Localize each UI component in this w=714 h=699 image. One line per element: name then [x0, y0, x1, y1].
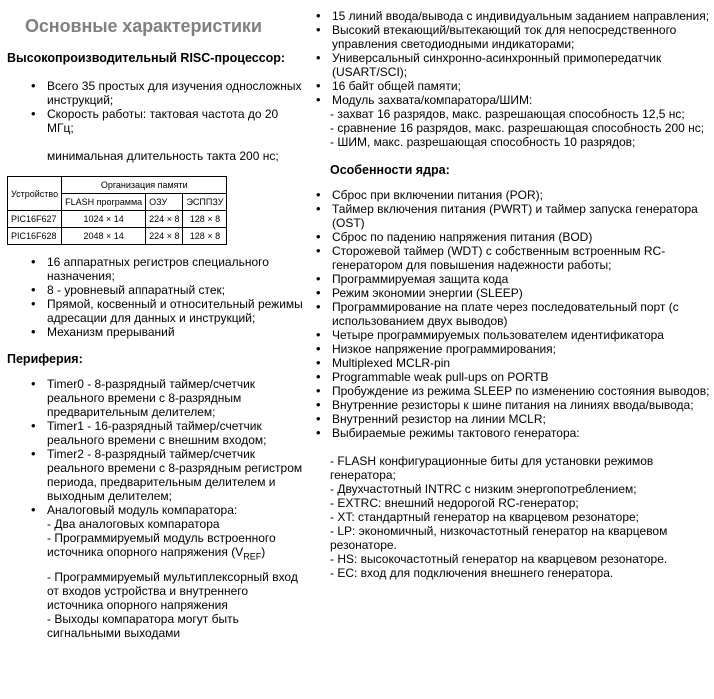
list-item: • Внутренние резисторы к шине питания на линиях ввода/вывода;: [316, 398, 712, 412]
cell-ram: 224 × 8: [146, 228, 183, 245]
list-item: • Timer0 - 8-разрядный таймер/счетчик реального времени с 8-разрядным предварительным делителем;: [7, 377, 305, 419]
periphery-list: [7, 377, 305, 517]
io-list: [316, 9, 712, 107]
comparator-sub: [7, 531, 305, 563]
table-row: [8, 228, 227, 245]
list-item: • Внутренний резистор на линии MCLR;: [316, 412, 712, 426]
periphery-heading: Периферия:: [7, 352, 83, 366]
list-item: • Модуль захвата/компаратора/ШИМ:: [316, 93, 712, 107]
list-item: • Multiplexed MCLR-pin: [316, 356, 712, 370]
list-item: • Программирование на плате через последовательный порт (с использованием двух выводов): [316, 300, 712, 328]
col-ram-header: ОЗУ: [146, 194, 183, 211]
col-group-header: Организация памяти: [62, 177, 227, 194]
comparator-sub: - Выходы компаратора могут быть сигнальными выходами: [47, 612, 239, 641]
cell-device: PIC16F628: [8, 228, 62, 245]
list-item: • Механизм прерываний: [7, 325, 305, 339]
list-item: • Сторожевой таймер (WDT) с собственным встроенным RC-генератором для повышения надежности работы;: [316, 244, 712, 272]
list-item: • Таймер включения питания (PWRT) и таймер запуска генератора (OST): [316, 202, 712, 230]
list-item: • Скорость работы: тактовая частота до 20 МГц;: [7, 107, 305, 135]
core-heading: Особенности ядра:: [330, 163, 450, 177]
col-eeprom-header: ЭСППЗУ: [183, 194, 227, 211]
list-item: • Универсальный синхронно-асинхронный примопередатчик (USART/SCI);: [316, 51, 712, 79]
ccp-sub: - ШИМ, макс. разрешающая способность 10 разрядов;: [330, 135, 636, 149]
memory-table: [7, 176, 227, 245]
osc-sub: - XT: стандартный генератор на кварцевом резонаторе;: [330, 510, 640, 524]
list-item: • Режим экономии энергии (SLEEP): [316, 286, 712, 300]
core-list: [316, 188, 712, 440]
comparator-vref-end: ): [261, 545, 266, 559]
osc-sub: - HS: высокочастотный генератор на кварцевом резонаторе.: [330, 552, 668, 566]
list-item: • Всего 35 простых для изучения односложных инструкций;: [7, 79, 305, 107]
cell-flash: 1024 × 14: [62, 211, 146, 228]
list-item: • 16 байт общей памяти;: [316, 79, 712, 93]
cell-eeprom: 128 × 8: [183, 228, 227, 245]
cell-eeprom: 128 × 8: [183, 211, 227, 228]
cycle-note: минимальная длительность такта 200 нс;: [47, 149, 279, 163]
cell-ram: 224 × 8: [146, 211, 183, 228]
list-item: • Низкое напряжение программирования;: [316, 342, 712, 356]
list-item: • Аналоговый модуль компаратора:: [7, 503, 305, 517]
list-item: • Четыре программируемых пользователем идентификатора: [316, 328, 712, 342]
list-item: • Timer1 - 16-разрядный таймер/счетчик реального времени с внешним входом;: [7, 419, 305, 447]
cell-device: PIC16F627: [8, 211, 62, 228]
list-item: • 15 линий ввода/вывода с индивидуальным заданием направления;: [316, 9, 712, 23]
comparator-vref-text: - Программируемый модуль встроенного источника опорного напряжения (V: [47, 531, 276, 559]
cell-flash: 2048 × 14: [62, 228, 146, 245]
osc-sub: - LP: экономичный, низкочастотный генератор на кварцевом резонаторе.: [330, 524, 668, 552]
list-item: • Timer2 - 8-разрядный таймер/счетчик реального времени с 8-разрядным регистром периода, предварительным делителем и выходным делителем;: [7, 447, 305, 503]
right-column: [316, 9, 712, 580]
list-item: • Прямой, косвенный и относительный режимы адресации для данных и инструкций;: [7, 297, 305, 325]
ccp-sub: - сравнение 16 разрядов, макс. разрешающая способность 200 нс;: [330, 121, 705, 135]
list-item: • Высокий втекающий/вытекающий ток для непосредственного управления светодиодными индикаторами;: [316, 23, 712, 51]
list-item: • Выбираемые режимы тактового генератора:: [316, 426, 712, 440]
comparator-sub: - Программируемый мультиплексорный вход от входов устройства и внутреннего источника опорного напряжения: [47, 570, 298, 613]
col-flash-header: FLASH программа: [62, 194, 146, 211]
list-item: • Программируемая защита кода: [316, 272, 712, 286]
osc-sub: - EC: вход для подключения внешнего генератора.: [330, 566, 614, 580]
ccp-sub: - захват 16 разрядов, макс. разрешающая способность 12,5 нс;: [330, 107, 685, 121]
osc-sub: - EXTRC: внешний недорогой RC-генератор;: [330, 496, 579, 510]
list-item: • Сброс по падению напряжения питания (BOD): [316, 230, 712, 244]
list-item: • 16 аппаратных регистров специального назначения;: [7, 255, 305, 283]
table-row: [8, 211, 227, 228]
vref-subscript: REF: [243, 551, 262, 562]
osc-sub: - FLASH конфигурационные биты для установки режимов генератора;: [330, 454, 654, 482]
list-item: • Пробуждение из режима SLEEP по изменению состояния выводов;: [316, 384, 712, 398]
page-title: Основные характеристики: [25, 16, 262, 36]
col-device-header: Устройство: [8, 177, 62, 211]
list-item: • Сброс при включении питания (POR);: [316, 188, 712, 202]
cpu-heading: Высокопроизводительный RISC-процессор:: [7, 51, 286, 65]
osc-sub: - Двухчастотный INTRC с низким энергопотреблением;: [330, 482, 637, 496]
list-item: • 8 - уровневый аппаратный стек;: [7, 283, 305, 297]
list-item: • Programmable weak pull-ups on PORTB: [316, 370, 712, 384]
cpu-list: [7, 79, 305, 135]
cpu2-list: [7, 255, 305, 339]
left-column: [7, 0, 305, 640]
comparator-sub: - Два аналоговых компаратора: [47, 517, 220, 531]
